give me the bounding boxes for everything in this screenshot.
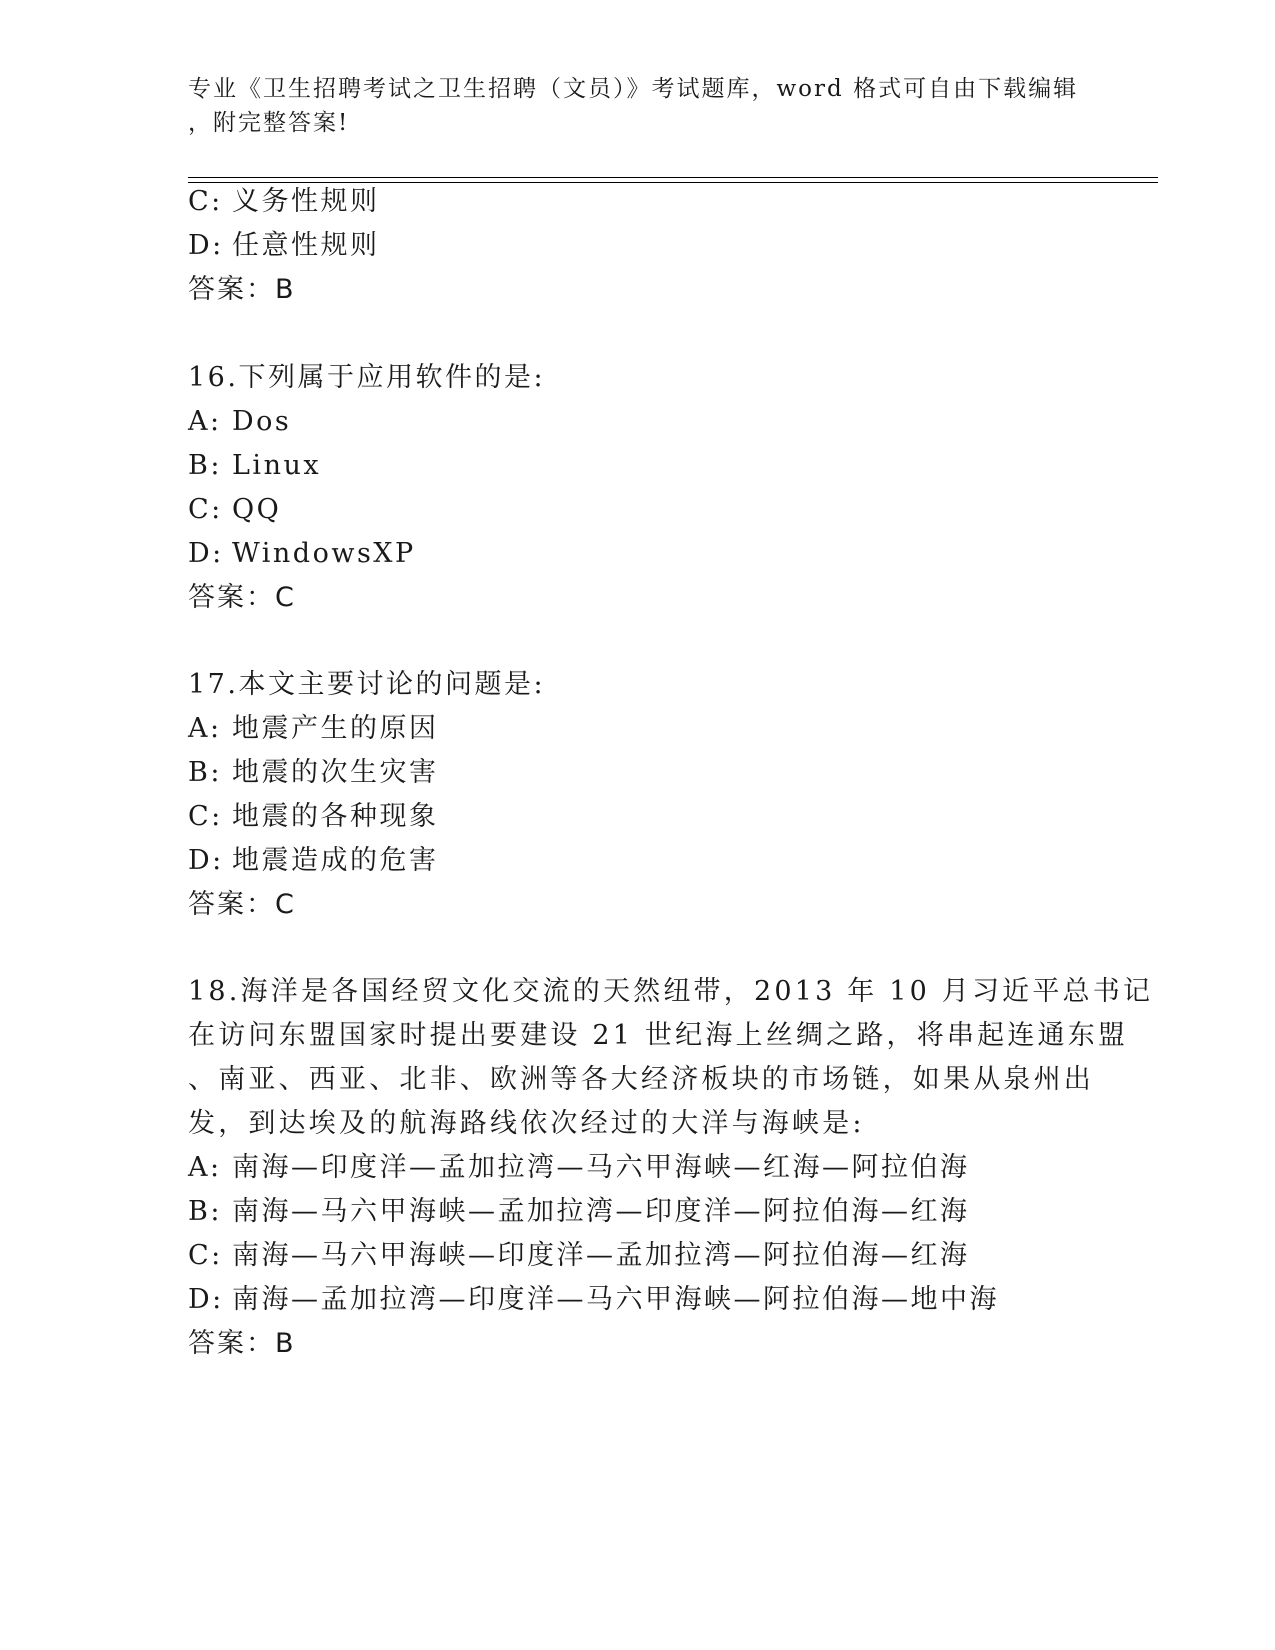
option-text: 南海—印度洋—孟加拉湾—马六甲海峡—红海—阿拉伯海: [232, 1152, 970, 1183]
option-text: 地震的各种现象: [232, 801, 439, 832]
q18-stem-line-2: 在访问东盟国家时提出要建设 21 世纪海上丝绸之路，将串起连通东盟: [188, 1020, 1129, 1051]
option-label: B:: [188, 1196, 222, 1227]
q16-stem: 16.下列属于应用软件的是:: [188, 362, 546, 393]
q16-answer: 答案：C: [188, 582, 296, 613]
option-text: Dos: [232, 406, 292, 437]
option-label: C:: [188, 494, 223, 525]
option-label: B:: [188, 450, 222, 481]
q16-option-b: [188, 448, 321, 484]
option-label: C:: [188, 1240, 223, 1271]
option-text: WindowsXP: [232, 538, 416, 569]
option-text: 南海—马六甲海峡—孟加拉湾—印度洋—阿拉伯海—红海: [232, 1196, 970, 1227]
q17-option-b: [188, 755, 439, 791]
q15-answer: 答案：B: [188, 274, 296, 305]
option-label: C:: [188, 801, 223, 832]
q17-option-a: [188, 711, 439, 747]
option-text: 义务性规则: [232, 186, 380, 217]
q18-option-d: [188, 1282, 999, 1318]
option-text: 地震产生的原因: [232, 713, 439, 744]
option-text: 南海—马六甲海峡—印度洋—孟加拉湾—阿拉伯海—红海: [232, 1240, 970, 1271]
q18-option-a: [188, 1150, 970, 1186]
option-label: C:: [188, 186, 223, 217]
q18-option-c: [188, 1238, 970, 1274]
option-label: B:: [188, 757, 222, 788]
q17-answer: 答案：C: [188, 889, 296, 920]
option-label: D:: [188, 230, 224, 261]
option-text: 南海—孟加拉湾—印度洋—马六甲海峡—阿拉伯海—地中海: [232, 1284, 999, 1315]
q17-option-c: [188, 799, 439, 835]
q16-option-c: [188, 492, 281, 528]
option-label: A:: [188, 713, 222, 744]
q16-option-a: [188, 404, 291, 440]
option-text: 地震的次生灾害: [232, 757, 439, 788]
option-text: Linux: [232, 450, 322, 481]
q18-option-b: [188, 1194, 970, 1230]
q18-stem-line-4: 发，到达埃及的航海路线依次经过的大洋与海峡是:: [188, 1108, 865, 1139]
option-text: 地震造成的危害: [232, 845, 439, 876]
document-header: [188, 72, 1088, 140]
option-label: D:: [188, 1284, 224, 1315]
header-divider-top: [188, 177, 1158, 178]
option-label: D:: [188, 538, 224, 569]
q18-answer: 答案：B: [188, 1328, 296, 1359]
q15-option-c: [188, 184, 380, 220]
header-title-line-2: ，附完整答案!: [188, 110, 350, 136]
header-title-line-1: 专业《卫生招聘考试之卫生招聘（文员）》考试题库，word 格式可自由下载编辑: [188, 76, 1079, 102]
option-label: A:: [188, 1152, 222, 1183]
q16-option-d: [188, 536, 416, 572]
option-text: 任意性规则: [232, 230, 380, 261]
header-divider-bottom: [188, 182, 1158, 183]
q18-stem-line-3: 、南亚、西亚、北非、欧洲等各大经济板块的市场链，如果从泉州出: [188, 1064, 1094, 1095]
option-text: QQ: [232, 494, 282, 525]
option-label: A:: [188, 406, 222, 437]
q18-stem-line-1: 18.海洋是各国经贸文化交流的天然纽带，2013 年 10 月习近平总书记: [188, 976, 1154, 1007]
q17-option-d: [188, 843, 439, 879]
q17-stem: 17.本文主要讨论的问题是:: [188, 669, 546, 700]
option-label: D:: [188, 845, 224, 876]
q15-option-d: [188, 228, 380, 264]
